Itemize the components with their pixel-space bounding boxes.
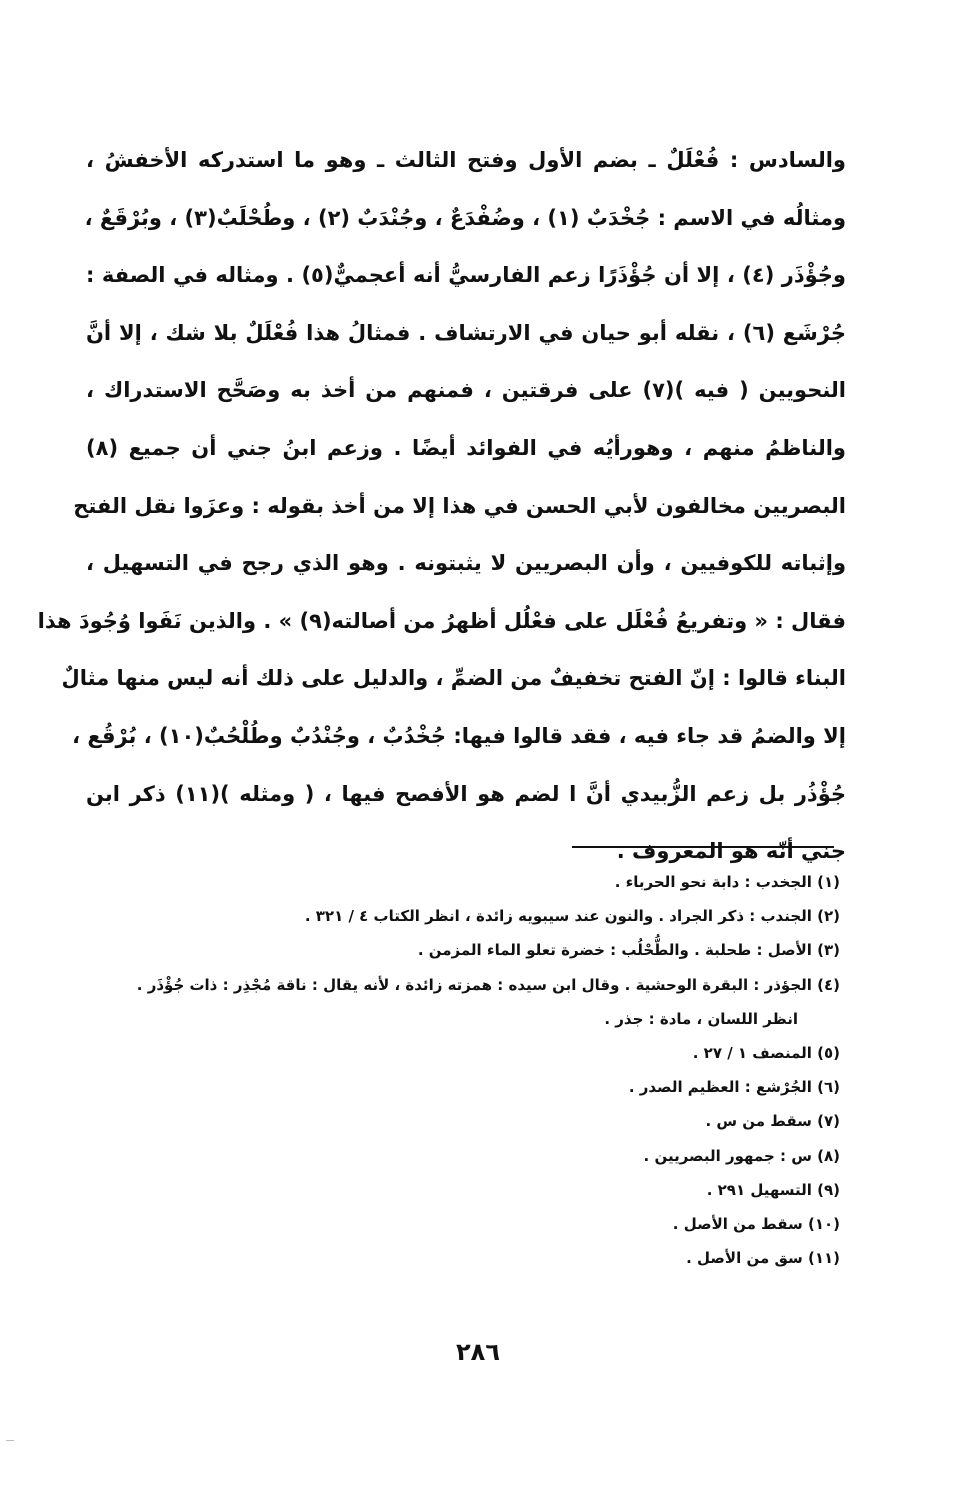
main-text: [37, 138, 846, 887]
footnote: (٩) التسهيل ٢٩١ .: [706, 1180, 840, 1199]
text-line: والناظمُ منهم ، وهورأيُه في الفوائد أيضًا . وزعم ابنُ جني أن جميع (٨): [86, 435, 846, 460]
scan-edge-mark: [6, 1440, 14, 1441]
footnote-continuation: انظر اللسان ، مادة : جذر .: [604, 1009, 798, 1028]
text-line: إلا والضمُ قد جاء فيه ، فقد قالوا فيها: جُخْدُبٌ ، وجُنْدُبٌ وطُلْحُبٌ(١٠) ، بُرْقُع ،: [72, 723, 846, 748]
text-line: النحويين ( فيه )(٧) على فرقتين ، فمنهم من أخذ به وصَحَّح الاستدراك ،: [86, 378, 846, 403]
footnote: (٨) س : جمهور البصريين .: [643, 1146, 840, 1165]
footnote: (١) الجخدب : دابة نحو الحرباء .: [614, 873, 840, 891]
text-line: وجُؤْذَر (٤) ، إلا أن جُؤْذَرًا زعم الفارسيُّ أنه أعجميٌّ(٥) . ومثاله في الصفة :: [86, 263, 846, 288]
text-line: جني أنّه هو المعروف .: [616, 839, 846, 864]
text-line: البصريين مخالفون لأبي الحسن في هذا إلا من أخذ بقوله : وعزَوا نقل الفتح: [73, 493, 846, 518]
page-number: ٢٨٦: [456, 1338, 500, 1366]
footnote: (٥) المنصف ١ / ٢٧ .: [692, 1043, 840, 1062]
footnote: (٢) الجندب : ذكر الجراد . والنون عند سيبويه زائدة ، انظر الكتاب ٤ / ٣٢١ .: [304, 907, 840, 926]
footnote: (٦) الجُرْشع : العظيم الصدر .: [628, 1078, 840, 1097]
footnote: (٣) الأصل : طحلبة . والطُّحْلُب : خضرة تعلو الماء المزمن .: [417, 941, 840, 960]
text-line: جُرْشَع (٦) ، نقله أبو حيان في الارتشاف . فمثالُ هذا فُعْلَلٌ بلا شك ، إلا أنَّ: [86, 320, 846, 345]
footnotes: [100, 868, 840, 1278]
footnote: (٧) سقط من س .: [705, 1112, 840, 1131]
text-line: والسادس : فُعْلَلٌ ـ بضم الأول وفتح الثالث ـ وهو ما استدركه الأخفشُ ،: [86, 148, 846, 172]
footnote-separator: [572, 846, 834, 848]
footnote: (١٠) سقط من الأصل .: [672, 1214, 840, 1233]
text-line: البناء قالوا : إنّ الفتح تخفيفٌ من الضمِّ ، والدليل على ذلك أنه ليس منها مثالٌ: [61, 666, 846, 691]
text-line: وإثباته للكوفيين ، وأن البصريين لا يثبتونه . وهو الذي رجح في التسهيل ،: [86, 551, 846, 576]
text-line: فقال : « وتفريعُ فُعْلَل على فعْلُل أظهرُ من أصالته(٩) » . والذين نَفَوا وُجُودَ هذا: [37, 608, 846, 633]
footnote: (٤) الجؤذر : البقرة الوحشية . وقال ابن سيده : همزته زائدة ، لأنه يقال : ناقة مُجْذِر : ذات جُؤْذَر .: [136, 975, 840, 994]
footnote: (١١) سق من الأصل .: [686, 1249, 840, 1268]
text-line: جُؤْذُر بل زعم الزُّبيدي أنَّ ا لضم هو الأفصح فيها ، ( ومثله )(١١) ذكر ابن: [86, 781, 846, 806]
text-line: ومثالُه في الاسم : جُخْدَبٌ (١) ، وضُفْدَعٌ ، وجُنْدَبٌ (٢) ، وطُحْلَبٌ(٣) ، وبُرْقَعٌ ،: [84, 205, 846, 230]
